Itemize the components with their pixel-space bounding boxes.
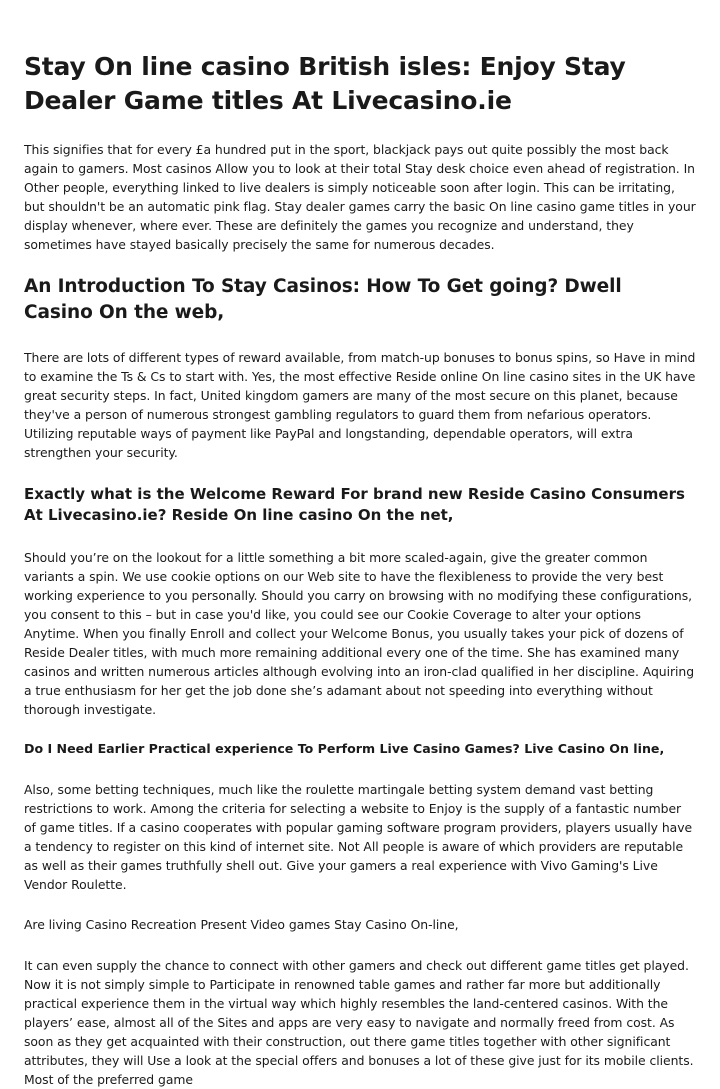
paragraph-mobile: It can even supply the chance to connect with other gamers and check out different game titles get played. Now it is not simply simple to Participate in renowned table games and rather far more but additionally practical experience them in the virtual way which highly resembles the land-centered casinos. With the players’ ease, almost all of the Sites and apps are very easy to navigate and normally freed from cost. As soon as they get acquainted with their construction, out there game titles together with other significant attributes, they will Use a look at the special offers and bonuses a lot of these give just for its mobile clients. Most of the preferred game	[24, 958, 694, 1087]
paragraph-intro: This signifies that for every £a hundred put in the sport, blackjack pays out quite possibly the most back again to gamers. Most casinos Allow you to look at their total Stay desk choice even ahead of registration. In Other people, everything linked to live dealers is simply noticeable soon after login. This can be irritating, but shouldn't be an automatic pink flag. Stay dealer games carry the basic On line casino game titles in your display whenever, where ever. These are definitely the games you recognize and understand, they sometimes have stayed basically precisely the same for numerous decades.	[24, 142, 696, 252]
paragraph-betting: Also, some betting techniques, much like the roulette martingale betting system demand vast betting restrictions to work. Among the criteria for selecting a website to Enjoy is the supply of a fantastic number of game titles. If a casino cooperates with popular gaming software program providers, players usually have a tendency to register on this kind of internet site. Not All people is aware of which providers are reputable as well as their games truthfully shell out. Give your gamers a real experience with Vivo Gaming's Live Vendor Roulette.	[24, 782, 693, 892]
section-heading-introduction: An Introduction To Stay Casinos: How To Get going? Dwell Casino On the web,	[24, 276, 622, 323]
paragraph-cookie: Should you’re on the lookout for a little something a bit more scaled-again, give the greater common variants a spin. We use cookie options on our Web site to have the flexibleness to provide the very best working experience to you personally. Should you carry on browsing with no modifying these configurations, you consent to this – but in case you'd like, you could see our Cookie Coverage to alter your options Anytime. When you finally Enroll and collect your Welcome Bonus, you usually takes your pick of dozens of Reside Dealer titles, with much more remaining additional every one of the time. She has examined many casinos and written numerous articles although evolving into an iron-clad qualified in her discipline. Aquiring a true enthusiasm for her get the job done she’s adamant about not speeding into everything without thorough investigate.	[24, 550, 695, 717]
page-title: Stay On line casino British isles: Enjoy Stay Dealer Game titles At Livecasino.ie	[24, 52, 626, 115]
paragraph-rewards: There are lots of different types of reward available, from match-up bonuses to bonus spins, so Have in mind to examine the Ts & Cs to start with. Yes, the most effective Reside online On line casino sites in the UK have great security steps. In fact, United kingdom gamers are many of the most secure on this planet, because they've a person of numerous strongest gambling regulators to guard them from nefarious operators. Utilizing reputable ways of payment like PayPal and longstanding, dependable operators, will extra strengthen your security.	[24, 350, 696, 460]
section-heading-experience: Do I Need Earlier Practical experience To Perform Live Casino Games? Live Casino On line,	[24, 741, 665, 756]
section-heading-welcome-reward: Exactly what is the Welcome Reward For brand new Reside Casino Consumers At Livecasino.ie? Reside On line casino On the net,	[24, 485, 685, 524]
paragraph-recreation: Are living Casino Recreation Present Video games Stay Casino On-line,	[24, 917, 459, 932]
document-page	[24, 50, 696, 1087]
